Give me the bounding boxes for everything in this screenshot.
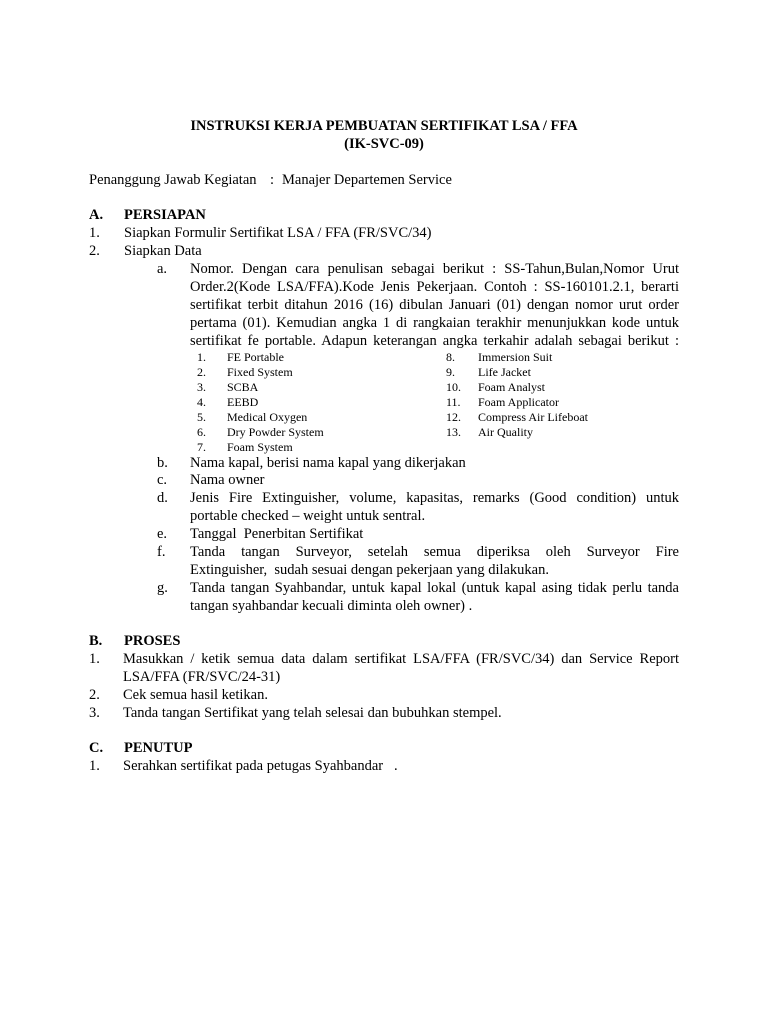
code-label: Foam Analyst <box>478 380 546 394</box>
list-item-line: Tanda tangan Sertifikat yang telah selesai dan bubuhkan stempel. <box>123 705 502 721</box>
sub-item-line: tangan syahbandar kecuali diminta oleh owner) . <box>190 598 473 614</box>
sub-item-letter: a. <box>157 261 168 277</box>
responsible-colon: : <box>270 172 275 188</box>
code-number: 10. <box>446 380 461 394</box>
list-item-line: Serahkan sertifikat pada petugas Syahbandar . <box>123 758 398 774</box>
sub-item-line: Tanda tangan Syahbandar, untuk kapal lokal (untuk kapal asing tidak perlu tanda <box>190 580 679 596</box>
list-item-line: Cek semua hasil ketikan. <box>123 687 268 703</box>
list-number: 1. <box>89 225 100 241</box>
sub-item-line: Nomor. Dengan cara penulisan sebagai berikut : SS-Tahun,Bulan,Nomor Urut <box>190 261 679 277</box>
code-number: 12. <box>446 410 461 424</box>
section-c-heading: PENUTUP <box>124 740 193 756</box>
list-item: Siapkan Data <box>124 243 202 259</box>
sub-item-letter: g. <box>157 580 168 596</box>
responsible-label: Penanggung Jawab Kegiatan <box>89 172 257 188</box>
section-b-heading: PROSES <box>124 633 181 649</box>
code-label: EEBD <box>227 395 259 409</box>
code-label: Life Jacket <box>478 365 531 379</box>
responsible-value: Manajer Departemen Service <box>282 172 452 188</box>
sub-item-letter: e. <box>157 526 168 542</box>
sub-item-line: Tanda tangan Surveyor, setelah semua diperiksa oleh Surveyor Fire <box>190 544 679 560</box>
sub-item-line: Jenis Fire Extinguisher, volume, kapasitas, remarks (Good condition) untuk <box>190 490 679 506</box>
sub-item-letter: b. <box>157 455 168 471</box>
list-number: 1. <box>89 651 100 667</box>
code-number: 9. <box>446 365 455 379</box>
sub-item-line: Tanggal Penerbitan Sertifikat <box>190 526 364 542</box>
sub-item-line: portable checked – weight untuk sentral. <box>190 508 426 524</box>
code-number: 8. <box>446 350 455 364</box>
code-label: Immersion Suit <box>478 350 553 364</box>
sub-item-line: Nama kapal, berisi nama kapal yang dikerjakan <box>190 455 466 471</box>
code-number: 4. <box>197 395 206 409</box>
list-number: 2. <box>89 243 100 259</box>
sub-item-letter: c. <box>157 472 168 488</box>
sub-item-line: Extinguisher, sudah sesuai dengan pekerjaan yang dilakukan. <box>190 562 549 578</box>
code-number: 1. <box>197 350 206 364</box>
document-code: (IK-SVC-09) <box>344 136 424 152</box>
section-c-letter: C. <box>89 740 104 756</box>
list-number: 1. <box>89 758 100 774</box>
code-label: Foam Applicator <box>478 395 559 409</box>
code-number: 5. <box>197 410 206 424</box>
section-b-letter: B. <box>89 633 103 649</box>
sub-item-line: Nama owner <box>190 472 265 488</box>
section-a-letter: A. <box>89 207 104 223</box>
code-number: 6. <box>197 425 206 439</box>
code-label: SCBA <box>227 380 259 394</box>
code-number: 2. <box>197 365 206 379</box>
document-title: INSTRUKSI KERJA PEMBUATAN SERTIFIKAT LSA / FFA <box>190 118 578 134</box>
code-label: Medical Oxygen <box>227 410 308 424</box>
code-number: 11. <box>446 395 461 409</box>
list-number: 2. <box>89 687 100 703</box>
code-label: Dry Powder System <box>227 425 324 439</box>
sub-item-letter: d. <box>157 490 168 506</box>
list-item: Siapkan Formulir Sertifikat LSA / FFA (FR/SVC/34) <box>124 225 432 241</box>
code-label: Fixed System <box>227 365 293 379</box>
sub-item-letter: f. <box>157 544 166 560</box>
section-a-heading: PERSIAPAN <box>124 207 206 223</box>
code-number: 7. <box>197 440 206 454</box>
list-number: 3. <box>89 705 100 721</box>
code-label: Compress Air Lifeboat <box>478 410 588 424</box>
code-number: 3. <box>197 380 206 394</box>
sub-item-line: pertama (01). Kemudian angka 1 di rangkaian terakhir menunjukkan kode untuk <box>190 315 679 331</box>
code-label: Air Quality <box>478 425 533 439</box>
code-number: 13. <box>446 425 461 439</box>
sub-item-line: Order.2(Kode LSA/FFA).Kode Jenis Pekerjaan. Contoh : SS-160101.2.1, berarti <box>190 279 679 295</box>
list-item-line: LSA/FFA (FR/SVC/24-31) <box>123 669 281 685</box>
sub-item-line: sertifikat fe portable. Adapun keterangan angka terkahir adalah sebagai berikut : <box>190 333 679 349</box>
list-item-line: Masukkan / ketik semua data dalam sertifikat LSA/FFA (FR/SVC/34) dan Service Report <box>123 651 679 667</box>
code-label: Foam System <box>227 440 293 454</box>
code-label: FE Portable <box>227 350 284 364</box>
sub-item-line: sertifikat terbit ditahun 2016 (16) dibulan Januari (01) dengan nomor urut order <box>190 297 679 313</box>
